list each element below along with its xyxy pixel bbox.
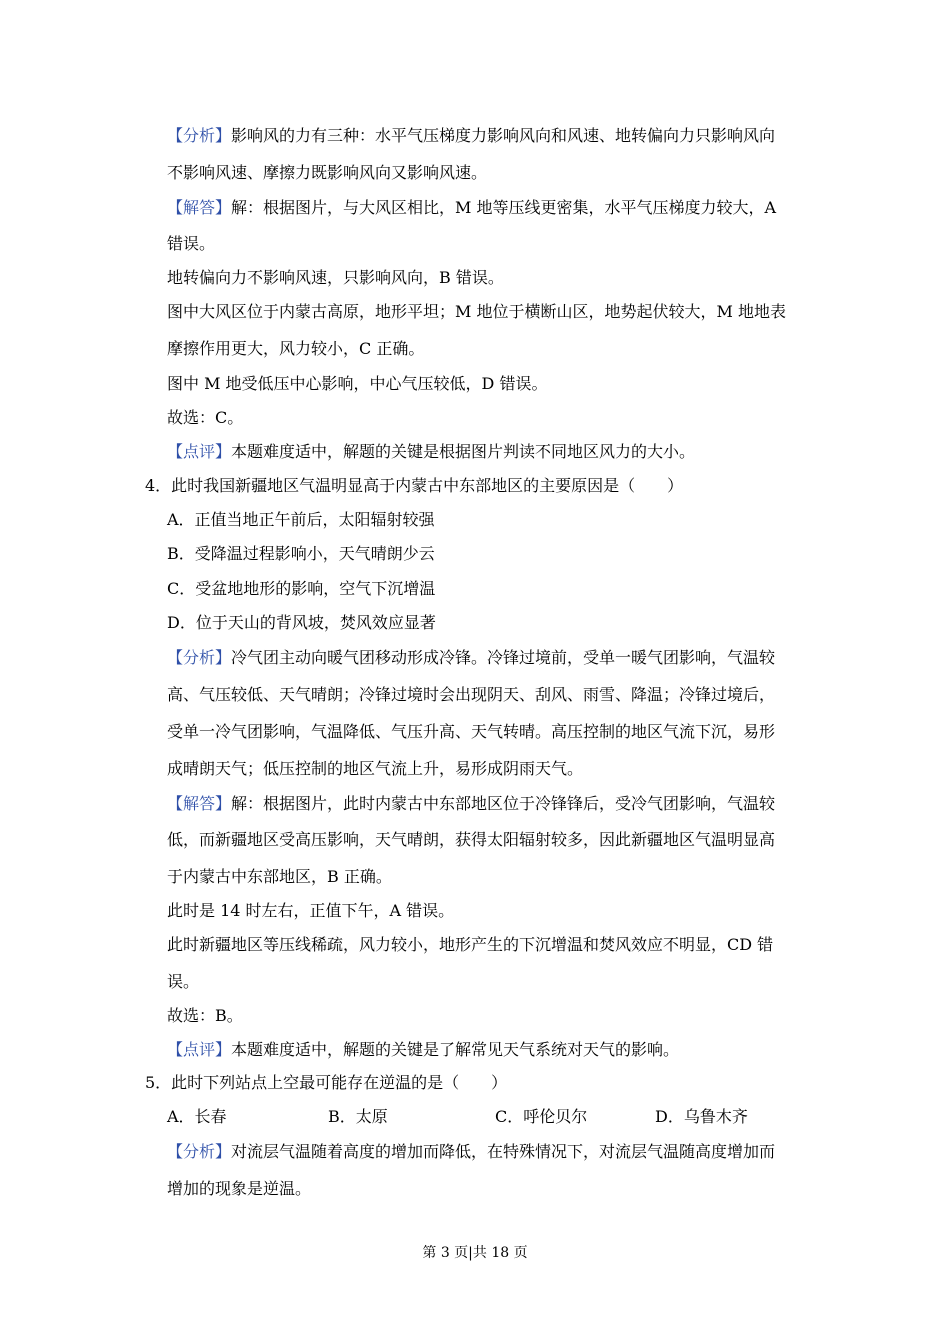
comment-paragraph	[167, 442, 695, 462]
analysis-text: 影响风的力有三种：水平气压梯度力影响风向和风速、地转偏向力只影响风向	[231, 126, 776, 145]
answer-text: 此时新疆地区等压线稀疏，风力较小，地形产生的下沉增温和焚风效应不明显，CD 错	[167, 935, 774, 954]
analysis-paragraph	[167, 1142, 775, 1162]
answer-text: 错误。	[167, 234, 216, 253]
answer-paragraph	[167, 198, 776, 218]
answer-text: 地转偏向力不影响风速，只影响风向，B 错误。	[167, 268, 504, 287]
answer-paragraph	[167, 794, 775, 814]
answer-text: 于内蒙古中东部地区，B 正确。	[167, 867, 392, 886]
analysis-paragraph	[167, 648, 775, 668]
analysis-tag: 【分析】	[167, 648, 232, 667]
answer-text: 解：根据图片，此时内蒙古中东部地区位于冷锋锋后，受冷气团影响，气温较	[231, 794, 776, 813]
question-4-stem: 4．此时我国新疆地区气温明显高于内蒙古中东部地区的主要原因是（ ）	[145, 476, 684, 495]
question-5-stem: 5．此时下列站点上空最可能存在逆温的是（ ）	[145, 1073, 508, 1092]
analysis-text: 对流层气温随着高度的增加而降低，在特殊情况下，对流层气温随高度增加而	[231, 1142, 776, 1161]
question-4-option-b: B．受降温过程影响小，天气晴朗少云	[167, 544, 435, 563]
analysis-tag: 【分析】	[167, 1142, 232, 1161]
answer-text: 误。	[167, 972, 200, 991]
question-5-options	[167, 1107, 807, 1127]
analysis-text: 成晴朗天气；低压控制的地区气流上升，易形成阴雨天气。	[167, 759, 584, 778]
answer-tag: 【解答】	[167, 794, 232, 813]
answer-text: 低，而新疆地区受高压影响，天气晴朗，获得太阳辐射较多，因此新疆地区气温明显高	[167, 830, 776, 849]
comment-tag: 【点评】	[167, 1040, 232, 1059]
answer-text: 图中 M 地受低压中心影响，中心气压较低，D 错误。	[167, 374, 548, 393]
question-5-option-d: D．乌鲁木齐	[655, 1107, 748, 1126]
question-5-option-b: B．太原	[328, 1107, 388, 1126]
comment-text: 本题难度适中，解题的关键是了解常见天气系统对天气的影响。	[231, 1040, 680, 1059]
answer-text: 摩擦作用更大，风力较小，C 正确。	[167, 339, 425, 358]
analysis-tag: 【分析】	[167, 126, 232, 145]
question-4-option-d: D．位于天山的背风坡，焚风效应显著	[167, 613, 436, 632]
question-4-option-c: C．受盆地地形的影响，空气下沉增温	[167, 579, 436, 598]
page-footer: 第 3 页|共 18 页	[422, 1245, 528, 1261]
answer-text: 故选：B。	[167, 1006, 243, 1025]
answer-tag: 【解答】	[167, 198, 232, 217]
analysis-text: 不影响风速、摩擦力既影响风向又影响风速。	[167, 163, 488, 182]
question-5-option-c: C．呼伦贝尔	[495, 1107, 588, 1126]
analysis-text: 增加的现象是逆温。	[167, 1179, 312, 1198]
answer-text: 故选：C。	[167, 408, 244, 427]
analysis-text: 高、气压较低、天气晴朗；冷锋过境时会出现阴天、刮风、雨雪、降温；冷锋过境后，	[167, 685, 776, 704]
analysis-text: 冷气团主动向暖气团移动形成冷锋。冷锋过境前，受单一暖气团影响，气温较	[231, 648, 776, 667]
comment-paragraph	[167, 1040, 679, 1060]
question-5-option-a: A．长春	[167, 1107, 227, 1126]
comment-tag: 【点评】	[167, 442, 232, 461]
answer-text: 此时是 14 时左右，正值下午，A 错误。	[167, 901, 455, 920]
question-4-option-a: A．正值当地正午前后，太阳辐射较强	[167, 510, 435, 529]
answer-text: 解：根据图片，与大风区相比，M 地等压线更密集，水平气压梯度力较大，A	[231, 198, 777, 217]
comment-text: 本题难度适中，解题的关键是根据图片判读不同地区风力的大小。	[231, 442, 696, 461]
answer-text: 图中大风区位于内蒙古高原，地形平坦；M 地位于横断山区，地势起伏较大，M 地地表	[167, 302, 786, 321]
analysis-paragraph	[167, 126, 775, 146]
analysis-text: 受单一冷气团影响，气温降低、气压升高、天气转晴。高压控制的地区气流下沉，易形	[167, 722, 776, 741]
